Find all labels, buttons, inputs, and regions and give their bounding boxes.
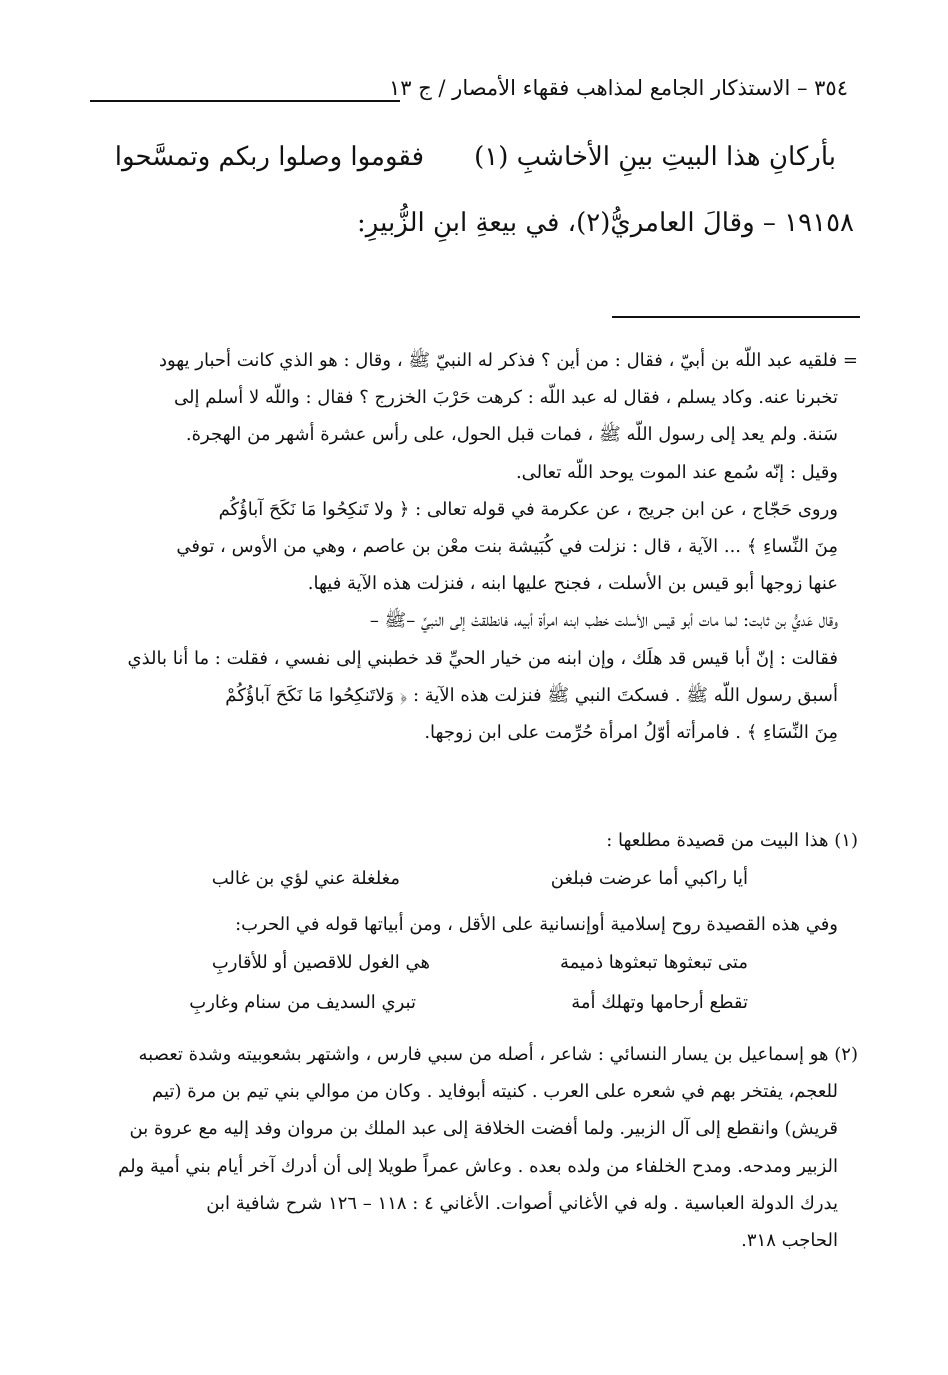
- fn1-poem3-first: تقطع أرحامها وتهلك أمة: [571, 992, 748, 1013]
- fn-line: وقيل : إنّه سُمع عند الموت يوحد اللّه تعالى.: [515, 461, 838, 483]
- footnote-1-middle: [88, 906, 858, 943]
- footnote-1-intro: [88, 822, 858, 859]
- fn-line: = فلقيه عبد اللّه بن أبيّ ، فقال : من أين ؟ فذكر له النبيّ ﷺ ، وقال : هو الذي كانت أحبار يهود: [158, 350, 858, 371]
- fn2-line: الحاجب ٣١٨.: [741, 1229, 838, 1251]
- fn1-poem2-second: هي الغول للاقصين أو للأقاربِ: [211, 952, 430, 973]
- fn-line: وقال عَديُّ بن ثابت: لما مات أبو قيس الأسلت خطب ابنه امرأة أبيه، فانطلقتْ إلى النبيِّ –ﷺ –: [369, 610, 838, 632]
- entry-19158: ١٩١٥٨ – وقالَ العامريُّ(٢)، في بيعةِ ابنِ الزُّبيرِ:: [357, 208, 854, 238]
- fn1-poem1-second: مغلغلة عني لؤي بن غالب: [211, 868, 400, 889]
- fn2-line: الزبير ومدحه. ومدح الخلفاء من ولده بعده . وعاش عمراً طويلا إلى أن أدرك آخر أيام بني أمية ولم: [118, 1155, 838, 1177]
- fn-line: أسبق رسول اللّه ﷺ . فسكتَ النبي ﷺ فنزلت هذه الآية : ﴿ وَلاتَنكِحُوا مَا نَكَحَ آباؤُكُمْ: [225, 684, 838, 706]
- footnote-separator: [612, 316, 860, 318]
- footnote-2: [88, 1036, 858, 1259]
- fn1-poem3-second: تبري السديف من سنام وغاربِ: [189, 992, 416, 1013]
- header-rule: [90, 100, 400, 102]
- fn-line: مِنَ النِّساءِ ﴾ ... الآية ، قال : نزلت في كُبَيشة بنت معْن بن عاصم ، وهي من الأوس ، توفي: [176, 535, 838, 557]
- fn1-poem2-first: متى تبعثوها تبعثوها ذميمة: [559, 952, 748, 973]
- fn-line: وروى حَجّاج ، عن ابن جريج ، عن عكرمة في قوله تعالى : ﴿ ولا تَنكِحُوا مَا نَكَحَ آباؤُكُم: [218, 498, 838, 520]
- fn1-poem1-first: أيا راكبي أما عرضت فبلغن: [550, 868, 748, 889]
- footnote-continuation: [88, 342, 858, 751]
- fn-line: سَنة. ولم يعد إلى رسول اللّه ﷺ ، فمات قبل الحول، على رأس عشرة أشهر من الهجرة.: [185, 424, 838, 446]
- fn2-line: (٢) هو إسماعيل بن يسار النسائي : شاعر ، أصله من سبي فارس ، واشتهر بشعوبيته وشدة تعصبه: [138, 1044, 858, 1065]
- verse-second-half: فقوموا وصلوا ربكم وتمسَّحوا: [114, 142, 424, 172]
- fn-line: مِنَ النِّسَاءِ ﴾ . فامرأته أوّلُ امرأة حُرِّمت على ابن زوجها.: [424, 721, 838, 743]
- running-header: [90, 76, 848, 108]
- header-title: ٣٥٤ – الاستذكار الجامع لمذاهب فقهاء الأمصار / ج ١٣: [388, 76, 848, 100]
- fn2-line: للعجم، يفتخر بهم في شعره على العرب . كنيته أبوفايد . وكان من موالي بني تيم بن مرة (تيم: [152, 1081, 838, 1103]
- fn-line: فقالت : إنّ أبا قيس قد هلَك ، وإن ابنه من خيار الحيِّ قد خطبني إلى نفسي ، فقلت : ما أنا بالذي: [127, 647, 838, 669]
- fn2-line: يدرك الدولة العباسية . وله في الأغاني أصوات. الأغاني ٤ : ١١٨ – ١٢٦ شرح شافية ابن: [206, 1192, 838, 1214]
- fn2-line: قريش) وانقطع إلى آل الزبير. ولما أفضت الخلافة إلى عبد الملك بن مروان وفد إليه مع عروة بن: [129, 1118, 838, 1140]
- fn1-intro: (١) هذا البيت من قصيدة مطلعها :: [606, 830, 858, 851]
- verse-first-half: بأركانِ هذا البيتِ بينِ الأخاشبِ (١): [474, 142, 836, 172]
- fn1-middle: وفي هذه القصيدة روح إسلامية أوإنسانية على الأقل ، ومن أبياتها قوله في الحرب:: [235, 914, 838, 935]
- fn-line: عنها زوجها أبو قيس بن الأسلت ، فجنح عليها ابنه ، فنزلت هذه الآية فيها.: [307, 573, 838, 595]
- fn-line: تخبرنا عنه. وكاد يسلم ، فقال له عبد اللّه : كرهت حَرْبَ الخزرج ؟ فقال : واللّه لا أسلم إلى: [174, 387, 838, 409]
